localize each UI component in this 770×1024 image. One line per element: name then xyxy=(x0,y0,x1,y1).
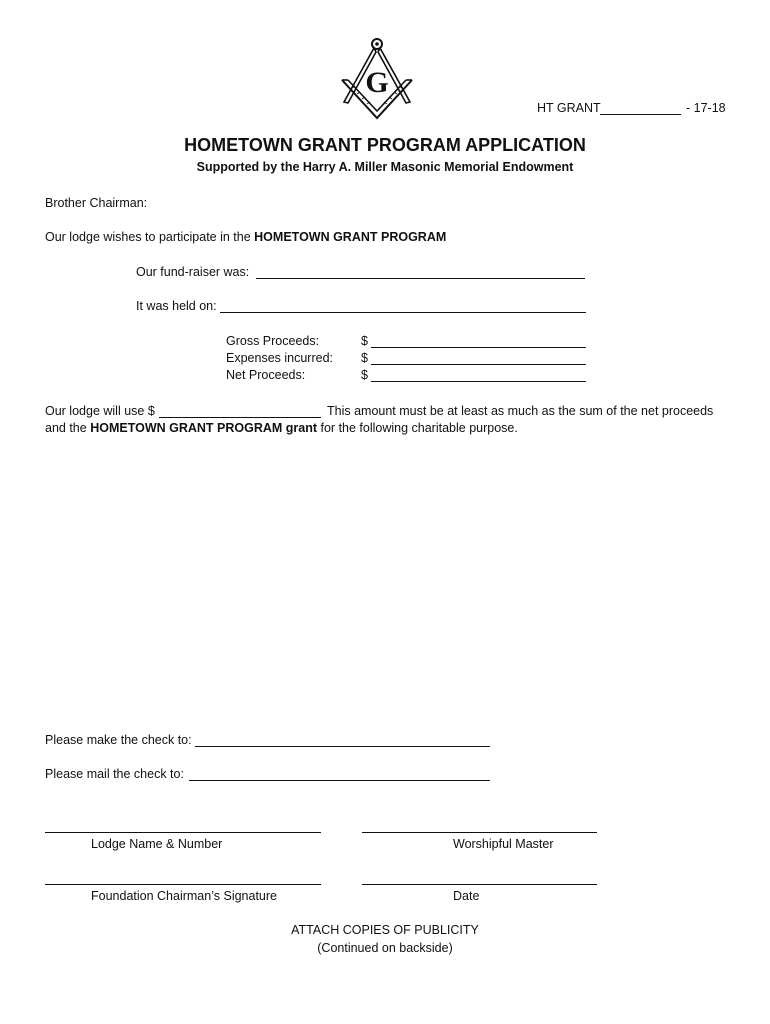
expenses-field[interactable] xyxy=(371,364,586,365)
expenses-label: Expenses incurred: xyxy=(226,351,334,365)
page-title: HOMETOWN GRANT PROGRAM APPLICATION xyxy=(184,135,586,155)
charitable-purpose-area[interactable] xyxy=(45,445,725,725)
usage-line2-prefix: and the xyxy=(45,421,91,435)
attach-publicity-note: ATTACH COPIES OF PUBLICITY xyxy=(291,923,479,937)
grant-ref-prefix: HT GRANT xyxy=(537,101,601,115)
salutation: Brother Chairman: xyxy=(45,196,148,210)
net-proceeds-label: Net Proceeds: xyxy=(226,368,306,382)
logo-letter: G xyxy=(365,66,389,99)
square-and-compasses-logo xyxy=(334,36,420,122)
expenses-currency: $ xyxy=(361,351,368,365)
grant-ref-field[interactable] xyxy=(600,114,681,115)
mail-check-label: Please mail the check to: xyxy=(45,767,184,781)
held-on-label: It was held on: xyxy=(136,299,217,313)
worshipful-master-signature-line[interactable] xyxy=(362,832,597,833)
foundation-chairman-signature-line[interactable] xyxy=(45,884,321,885)
usage-line1-prefix: Our lodge will use $ xyxy=(45,404,155,418)
gross-proceeds-currency: $ xyxy=(361,334,368,348)
held-on-field[interactable] xyxy=(220,312,586,313)
page-subtitle: Supported by the Harry A. Miller Masonic Memorial Endowment xyxy=(196,160,574,174)
gross-proceeds-field[interactable] xyxy=(371,347,586,348)
mail-check-field[interactable] xyxy=(189,780,490,781)
usage-line2 xyxy=(45,421,518,435)
usage-line2-bold: HOMETOWN GRANT PROGRAM grant xyxy=(90,421,318,435)
net-proceeds-currency: $ xyxy=(361,368,368,382)
intro-paragraph xyxy=(45,230,446,244)
grant-ref-suffix: - 17-18 xyxy=(686,101,726,115)
make-check-label: Please make the check to: xyxy=(45,733,192,747)
lodge-name-signature-line[interactable] xyxy=(45,832,321,833)
net-proceeds-field[interactable] xyxy=(371,381,586,382)
continued-note: (Continued on backside) xyxy=(317,941,453,955)
foundation-chairman-label: Foundation Chairman’s Signature xyxy=(91,889,277,903)
lodge-name-label: Lodge Name & Number xyxy=(91,837,223,851)
gross-proceeds-label: Gross Proceeds: xyxy=(226,334,320,348)
intro-text: Our lodge wishes to participate in the xyxy=(45,230,255,244)
fundraiser-label: Our fund-raiser was: xyxy=(136,265,250,279)
intro-program-name: HOMETOWN GRANT PROGRAM xyxy=(254,230,447,244)
date-label: Date xyxy=(453,889,480,903)
make-check-field[interactable] xyxy=(195,746,490,747)
date-signature-line[interactable] xyxy=(362,884,597,885)
fundraiser-field[interactable] xyxy=(256,278,585,279)
grant-ref xyxy=(537,101,601,115)
usage-line2-suffix: for the following charitable purpose. xyxy=(317,421,518,435)
worshipful-master-label: Worshipful Master xyxy=(453,837,554,851)
usage-line1-suffix: This amount must be at least as much as the sum of the net proceeds xyxy=(327,404,714,418)
usage-amount-field[interactable] xyxy=(159,417,321,418)
